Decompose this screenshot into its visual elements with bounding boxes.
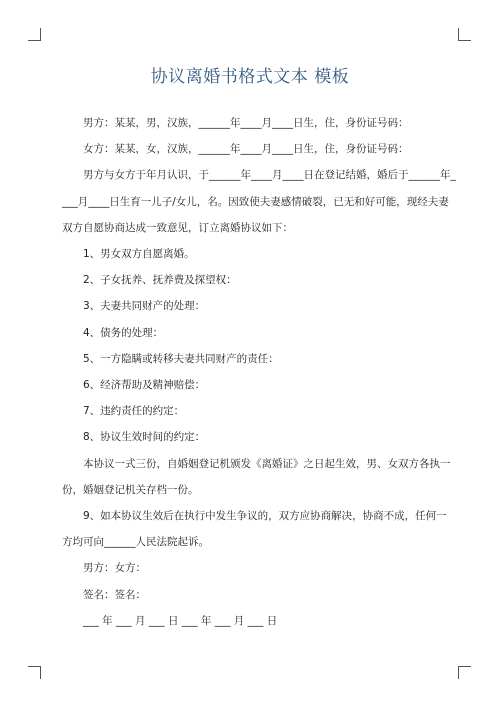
clause-8: 8、协议生效时间的约定： [83,431,206,444]
signature-line: 签名：签名： [83,588,146,601]
document-title: 协议离婚书格式文本 模板 [150,67,350,87]
clause-9-line-2: 方均可向______人民法院起诉。 [62,536,209,549]
clause-1: 1、男女双方自愿离婚。 [83,248,195,261]
crop-mark-bottom-left [28,666,41,679]
document-body [62,110,456,634]
crop-mark-bottom-right [458,666,471,679]
copies-line-1: 本协议一式三份，自婚姻登记机颁发《离婚证》之日起生效，男、女双方各执一 [83,457,451,470]
marriage-history-line-3: 双方自愿协商达成一致意见，订立离婚协议如下： [62,221,293,234]
copies-line-2: 份，婚姻登记机关存档一份。 [62,483,199,496]
parties-line: 男方：女方： [83,562,146,575]
crop-mark-top-right [458,28,471,41]
crop-mark-top-left [28,28,41,41]
clause-9-line-1: 9、如本协议生效后在执行中发生争议的，双方应协商解决，协商不成，任何一 [83,510,447,523]
marriage-history-line-2: ___月____日生育一儿子/女儿，名。因致使夫妻感情破裂，已无和好可能，现经夫妻 [62,195,449,208]
clause-5: 5、一方隐瞒或转移夫妻共同财产的责任： [83,352,279,365]
clause-4: 4、债务的处理： [83,326,164,339]
female-party-line: 女方：某某，女，汉族，______年____月____日生，住，身份证号码： [83,143,409,156]
date-line: ___ 年 ___ 月 ___ 日 ___ 年 ___ 月 ___ 日 [83,614,278,627]
clause-2: 2、子女抚养、抚养费及探望权： [83,274,237,287]
male-party-line: 男方：某某，男，汉族，______年____月____日生，住，身份证号码： [83,117,409,129]
clause-6: 6、经济帮助及精神赔偿： [83,379,206,392]
marriage-history-line-1: 男方与女方于年月认识，于______年____月____日在登记结婚，婚后于______年_ [83,169,456,182]
clause-3: 3、夫妻共同财产的处理： [83,300,206,313]
clause-7: 7、违约责任的约定： [83,405,185,418]
